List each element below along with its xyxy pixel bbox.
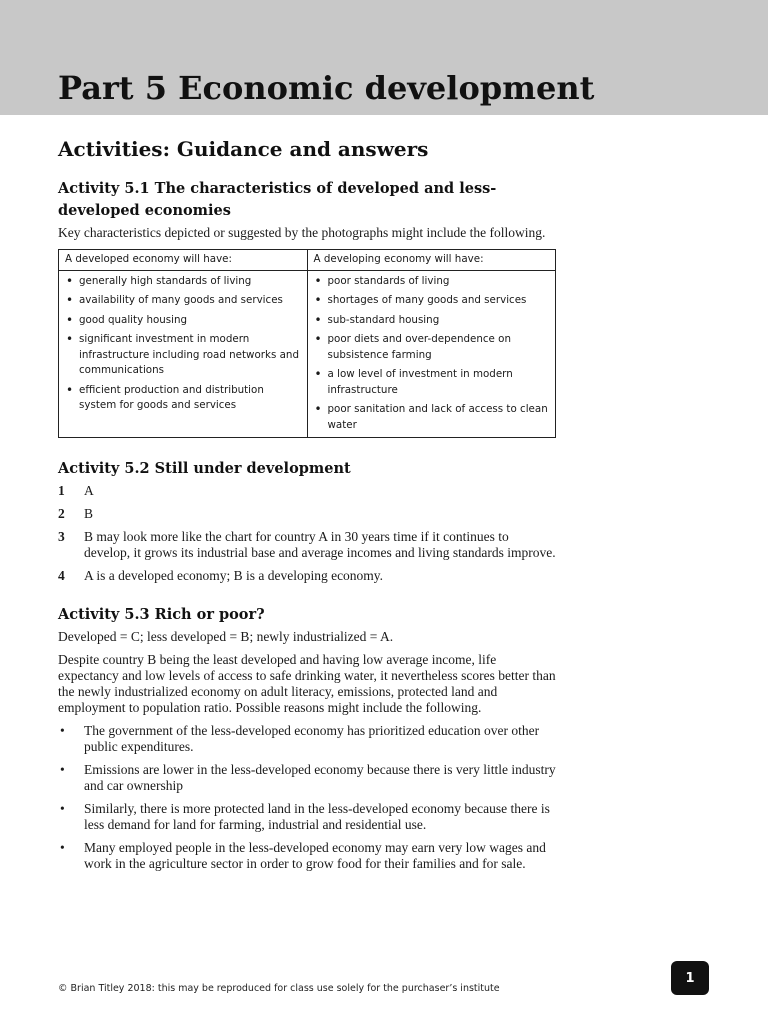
answer-number: 1 <box>58 483 65 498</box>
activity-5-1-title: Activity 5.1 The characteristics of developed and less-developed economies <box>58 180 497 219</box>
activity-5-1-section <box>58 178 558 438</box>
list-item: • availability of many goods and services <box>65 293 302 309</box>
activity-5-3-reasons <box>58 723 558 872</box>
page-number-badge: 1 <box>671 961 709 995</box>
activity-5-1-intro: Key characteristics depicted or suggested by the photographs might include the following. <box>58 225 546 240</box>
answer-item <box>58 506 558 522</box>
answer-text: B <box>84 506 94 521</box>
list-item: • good quality housing <box>65 313 302 329</box>
table-header-developing: A developing economy will have: <box>307 250 556 271</box>
activity-5-3-title: Activity 5.3 Rich or poor? <box>58 606 265 623</box>
list-item: • Many employed people in the less-developed economy may earn very low wages and work in the agriculture sector in order to grow food for their families and for sale. <box>58 840 558 872</box>
activity-5-2-answers <box>58 483 558 584</box>
part-title: Part 5 Economic development <box>58 69 595 107</box>
developing-cell <box>307 270 556 438</box>
developed-list <box>65 274 302 414</box>
list-item: • poor diets and over-dependence on subsistence farming <box>314 332 551 363</box>
list-item: • sub-standard housing <box>314 313 551 329</box>
activity-5-2-title: Activity 5.2 Still under development <box>58 460 351 477</box>
answer-item <box>58 529 558 561</box>
developed-cell <box>59 270 308 438</box>
list-item: • The government of the less-developed economy has prioritized education over other public expenditures. <box>58 723 558 755</box>
answer-text: A is a developed economy; B is a developing economy. <box>84 568 384 583</box>
list-item: • Similarly, there is more protected land in the less-developed economy because there is less demand for land for farming, industrial and residential use. <box>58 801 558 833</box>
list-item: • shortages of many goods and services <box>314 293 551 309</box>
activity-5-3-paragraph: Despite country B being the least developed and having low average income, life expectancy and low levels of access to safe drinking water, it nevertheless scores better than the newly industrialized economy on adult literacy, emissions, protected land and employment to population ratio. Possible reasons might include the following. <box>58 652 556 715</box>
copyright-footer: © Brian Titley 2018: this may be reproduced for class use solely for the purchaser’s institute <box>58 983 500 994</box>
answer-item <box>58 483 558 499</box>
list-item: • poor sanitation and lack of access to clean water <box>314 402 551 433</box>
answer-text: A <box>84 483 94 498</box>
answer-number: 4 <box>58 568 65 583</box>
page-heading: Activities: Guidance and answers <box>58 137 429 161</box>
list-item: • Emissions are lower in the less-developed economy because there is very little industry and car ownership <box>58 762 558 794</box>
developing-list <box>314 274 551 434</box>
comparison-table <box>58 249 556 438</box>
answer-item <box>58 568 558 584</box>
answer-text: B may look more like the chart for country A in 30 years time if it continues to develop, it grows its industrial base and average incomes and living standards improve. <box>84 529 556 560</box>
table-header-row <box>59 250 556 271</box>
list-item: • significant investment in modern infrastructure including road networks and communications <box>65 332 302 379</box>
table-header-developed: A developed economy will have: <box>59 250 308 271</box>
list-item: • a low level of investment in modern infrastructure <box>314 367 551 398</box>
activity-5-3-section <box>58 604 558 872</box>
activity-5-3-summary: Developed = C; less developed = B; newly industrialized = A. <box>58 629 394 644</box>
answer-number: 2 <box>58 506 65 521</box>
list-item: • efficient production and distribution system for goods and services <box>65 383 302 414</box>
answer-number: 3 <box>58 529 65 544</box>
list-item: • poor standards of living <box>314 274 551 290</box>
table-row <box>59 270 556 438</box>
list-item: • generally high standards of living <box>65 274 302 290</box>
activity-5-2-section <box>58 458 558 584</box>
page-content <box>58 134 558 879</box>
